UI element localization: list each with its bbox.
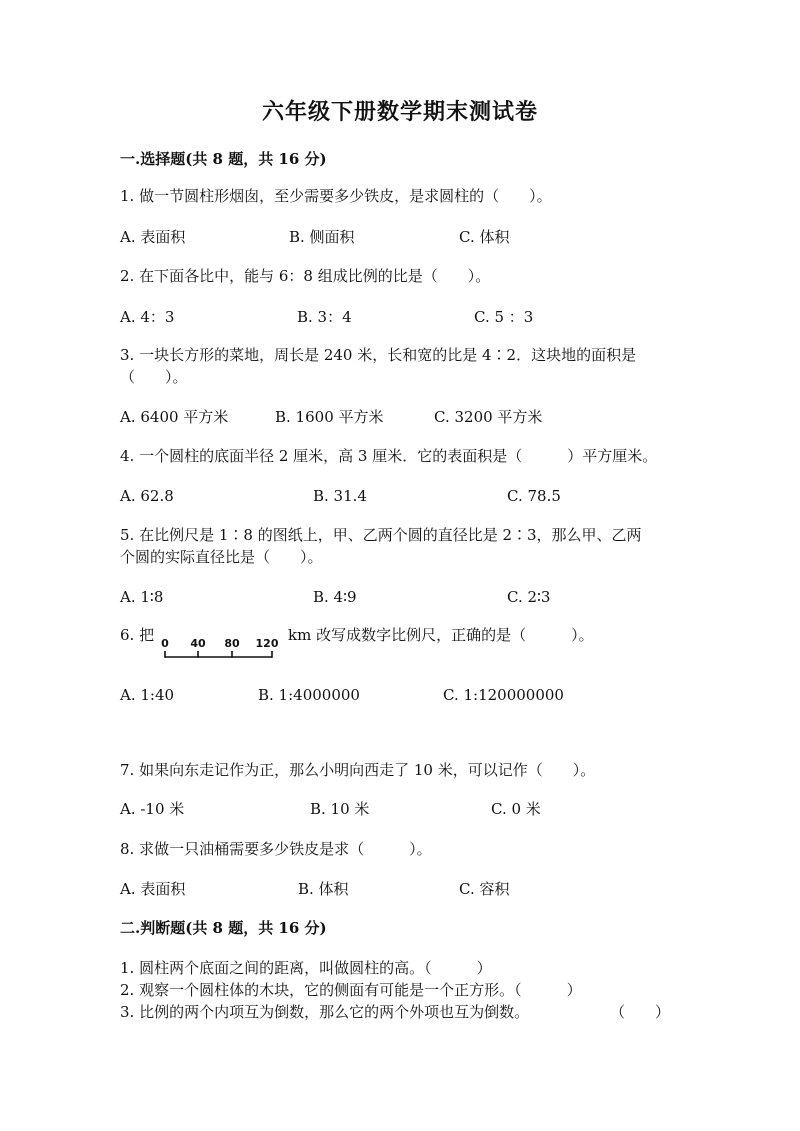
q7-option-a: A. -10 米	[120, 800, 185, 818]
q8-option-a: A. 表面积	[120, 880, 186, 898]
q3-option-a: A. 6400 平方米	[120, 408, 229, 426]
judge-item-3: 3. 比例的两个内项互为倒数，那么它的两个外项也互为倒数。	[120, 1003, 530, 1021]
q3-option-b: B. 1600 平方米	[275, 408, 384, 426]
q4-option-c: C. 78.5	[507, 487, 561, 505]
q4-option-a: A. 62.8	[120, 487, 174, 505]
q5-option-b: B. 4∶9	[313, 588, 357, 606]
q2-option-a: A. 4：3	[120, 308, 175, 326]
q6-option-a: A. 1:40	[120, 686, 175, 704]
q1-option-a: A. 表面积	[120, 228, 186, 246]
question-3-line-2: （ ）。	[120, 368, 188, 386]
scale-label-0: 0	[161, 637, 169, 650]
question-2: 2. 在下面各比中，能与 6：8 组成比例的比是（ ）。	[120, 267, 491, 285]
q5-option-c: C. 2∶3	[507, 588, 551, 606]
q2-option-c: C. 5 ：3	[474, 308, 534, 326]
scale-label-80: 80	[224, 637, 240, 650]
q6-option-c: C. 1:120000000	[443, 686, 564, 704]
scale-bar-figure	[160, 636, 284, 662]
judge-item-2: 2. 观察一个圆柱体的木块，它的侧面有可能是一个正方形。（ ）	[120, 981, 582, 999]
question-5-line-1: 5. 在比例尺是 1∶8 的图纸上，甲、乙两个圆的直径比是 2∶3，那么甲、乙两	[120, 526, 642, 544]
q7-option-c: C. 0 米	[491, 800, 541, 818]
q7-option-b: B. 10 米	[310, 800, 370, 818]
q4-option-b: B. 31.4	[313, 487, 367, 505]
question-7: 7. 如果向东走记作为正，那么小明向西走了 10 米，可以记作（ ）。	[120, 761, 596, 779]
q8-option-c: C. 容积	[459, 880, 510, 898]
scale-label-40: 40	[190, 637, 206, 650]
question-3-line-1: 3. 一块长方形的菜地，周长是 240 米，长和宽的比是 4∶2．这块地的面积是	[120, 346, 637, 364]
question-5-line-2: 个圆的实际直径比是（ ）。	[120, 548, 323, 566]
question-6-prefix: 6. 把	[120, 626, 155, 644]
section-heading-choice: 一.选择题(共 8 题，共 16 分)	[120, 150, 327, 168]
judge-item-3-blank: （ ）	[610, 1003, 671, 1021]
section-heading-judge: 二.判断题(共 8 题，共 16 分)	[120, 919, 327, 937]
question-4: 4. 一个圆柱的底面半径 2 厘米，高 3 厘米．它的表面积是（ ）平方厘米。	[120, 447, 658, 465]
q2-option-b: B. 3：4	[297, 308, 352, 326]
scale-label-120: 120	[255, 637, 279, 650]
q1-option-c: C. 体积	[459, 228, 510, 246]
judge-item-1: 1. 圆柱两个底面之间的距离，叫做圆柱的高。（ ）	[120, 959, 492, 977]
q5-option-a: A. 1∶8	[120, 588, 164, 606]
q8-option-b: B. 体积	[298, 880, 349, 898]
q6-option-b: B. 1:4000000	[258, 686, 360, 704]
q1-option-b: B. 侧面积	[289, 228, 355, 246]
question-8: 8. 求做一只油桶需要多少铁皮是求（ ）。	[120, 840, 432, 858]
question-1: 1. 做一节圆柱形烟囱，至少需要多少铁皮，是求圆柱的（ ）。	[120, 187, 552, 205]
q3-option-c: C. 3200 平方米	[434, 408, 543, 426]
question-6-suffix: km 改写成数字比例尺，正确的是（ ）。	[288, 626, 594, 644]
page-title: 六年级下册数学期末测试卷	[261, 99, 538, 125]
